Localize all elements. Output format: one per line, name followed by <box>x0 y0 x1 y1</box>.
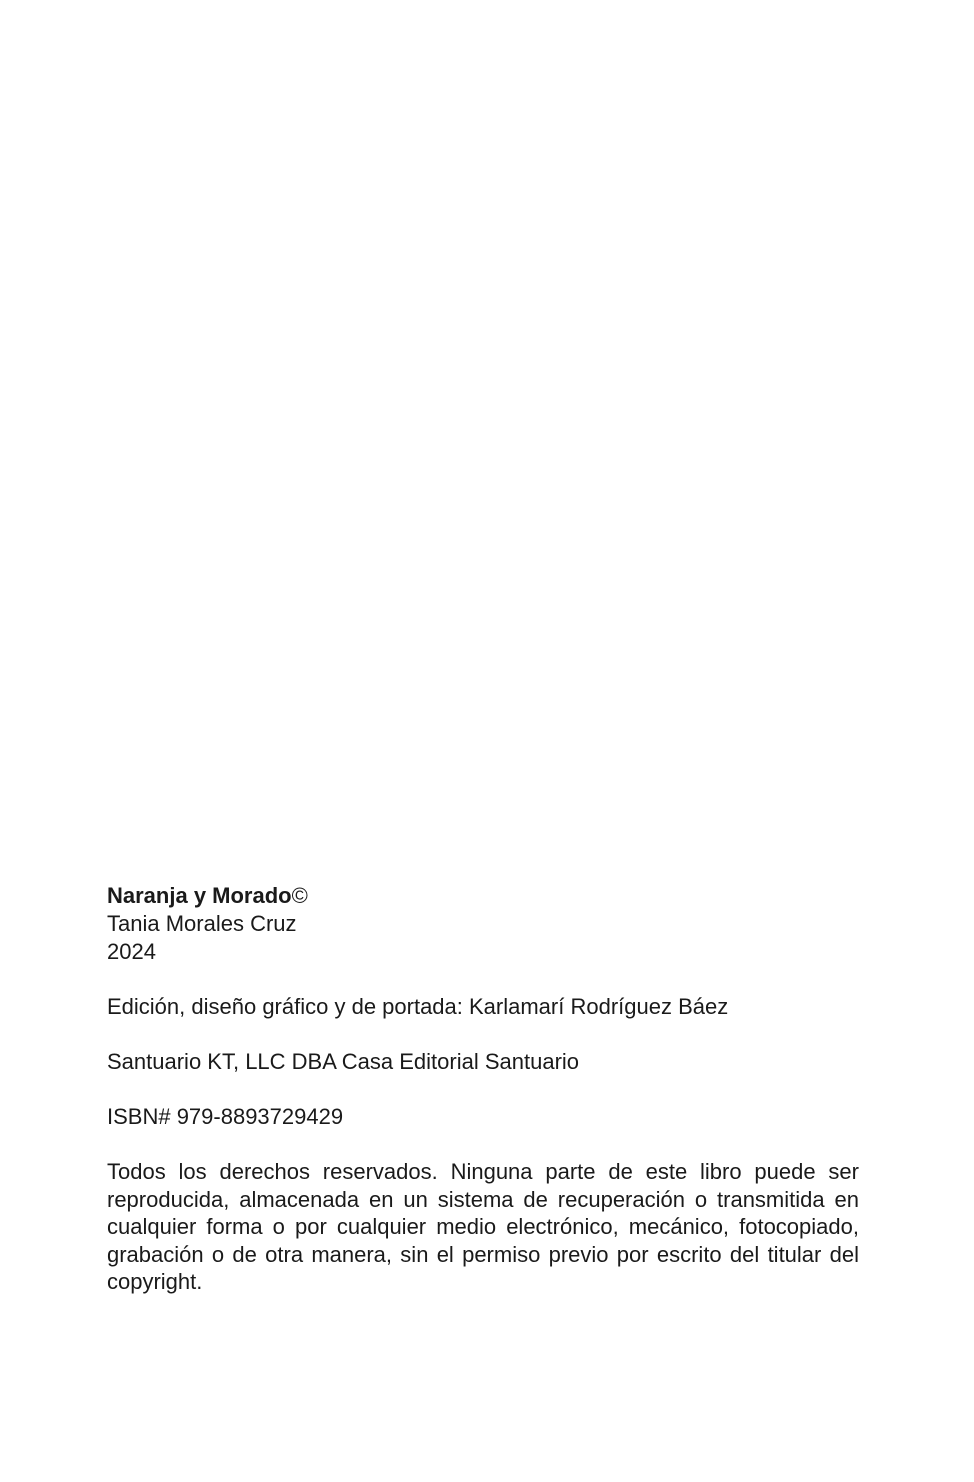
rights-reserved-notice: Todos los derechos reservados. Ninguna parte de este libro puede ser reproducida, almacenada en un sistema de recuperación o transmitida en cualquier forma o por cualquier medio electrónico, mecánico, fotocopiado, grabación o de otra manera, sin el permiso previo por escrito del titular del copyright. <box>107 1159 859 1294</box>
publication-year: 2024 <box>107 939 156 964</box>
edition-design-credit: Edición, diseño gráfico y de portada: Karlamarí Rodríguez Báez <box>107 994 729 1019</box>
author-name: Tania Morales Cruz <box>107 911 297 936</box>
spacer <box>107 1076 859 1103</box>
publisher-name: Santuario KT, LLC DBA Casa Editorial Santuario <box>107 1049 580 1074</box>
spacer <box>107 966 859 993</box>
spacer <box>107 1021 859 1048</box>
book-title-line <box>107 882 859 910</box>
copyright-page-block <box>107 882 859 1296</box>
spacer <box>107 1131 859 1158</box>
copyright-symbol: © <box>291 883 308 908</box>
isbn-number: ISBN# 979-8893729429 <box>107 1104 344 1129</box>
book-title: Naranja y Morado <box>107 883 292 908</box>
